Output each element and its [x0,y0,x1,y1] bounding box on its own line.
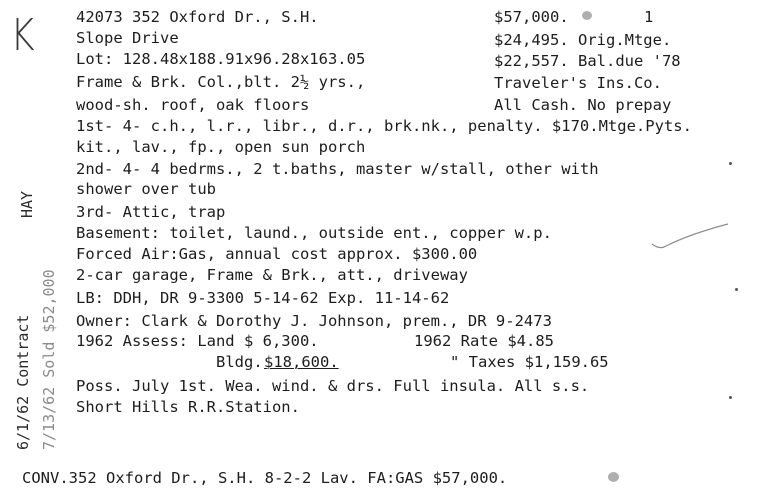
listing-broker: LB: DDH, DR 9-3300 5-14-62 Exp. 11-14-62 [76,289,450,307]
side-note-hay: HAY [18,190,36,218]
second-floor: 2nd- 4- 4 bedrms., 2 t.baths, master w/stall, other with [76,160,599,178]
third-floor: 3rd- Attic, trap [76,203,226,221]
ink-smudge [608,472,619,482]
cash-terms: All Cash. No prepay [494,96,672,114]
pencil-check-mark [650,222,730,252]
ink-dot [729,162,732,165]
list-number: 1 [644,8,654,26]
ink-dot [729,396,732,399]
side-note-contract: 6/1/62 Contract [14,314,32,450]
first-floor: 1st- 4- c.h., l.r., libr., d.r., brk.nk., penalty. $170.Mtge.Pyts. [76,117,692,135]
side-note-sold: 7/13/62 Sold $52,000 [40,269,58,450]
owner: Owner: Clark & Dorothy J. Johnson, prem., DR 9-2473 [76,312,552,330]
ink-smudge [582,11,592,20]
summary-line: CONV.352 Oxford Dr., S.H. 8-2-2 Lav. FA:GAS $57,000. [22,469,508,487]
assessment-bldg-label: Bldg. [216,353,263,371]
price: $57,000. [494,8,569,26]
taxes: " Taxes $1,159.65 [450,353,609,371]
balance-due: $22,557. Bal.due '78 [494,52,681,70]
first-floor-cont: kit., lav., fp., open sun porch [76,138,366,156]
lender: Traveler's Ins.Co. [494,74,662,92]
ink-dot [735,288,738,291]
original-mortgage: $24,495. Orig.Mtge. [494,31,672,49]
street-note: Slope Drive [76,29,179,47]
heating: Forced Air:Gas, annual cost approx. $300.00 [76,245,478,263]
assessment-bldg-value: $18,600. [264,353,339,371]
station-note: Short Hills R.R.Station. [76,398,300,416]
tax-rate: 1962 Rate $4.85 [414,332,554,350]
index-letter: K [10,10,35,61]
second-floor-cont: shower over tub [76,180,216,198]
roof-floors: wood-sh. roof, oak floors [76,96,310,114]
garage: 2-car garage, Frame & Brk., att., driveway [76,266,468,284]
construction: Frame & Brk. Col.,blt. 2½ yrs., [76,73,366,91]
basement: Basement: toilet, laund., outside ent., copper w.p. [76,224,552,242]
possession-notes: Poss. July 1st. Wea. wind. & drs. Full insula. All s.s. [76,377,590,395]
assessment-land: 1962 Assess: Land $ 6,300. [76,332,319,350]
lot-size: Lot: 128.48x188.91x96.28x163.05 [76,50,366,68]
listing-header: 42073 352 Oxford Dr., S.H. [76,8,319,26]
